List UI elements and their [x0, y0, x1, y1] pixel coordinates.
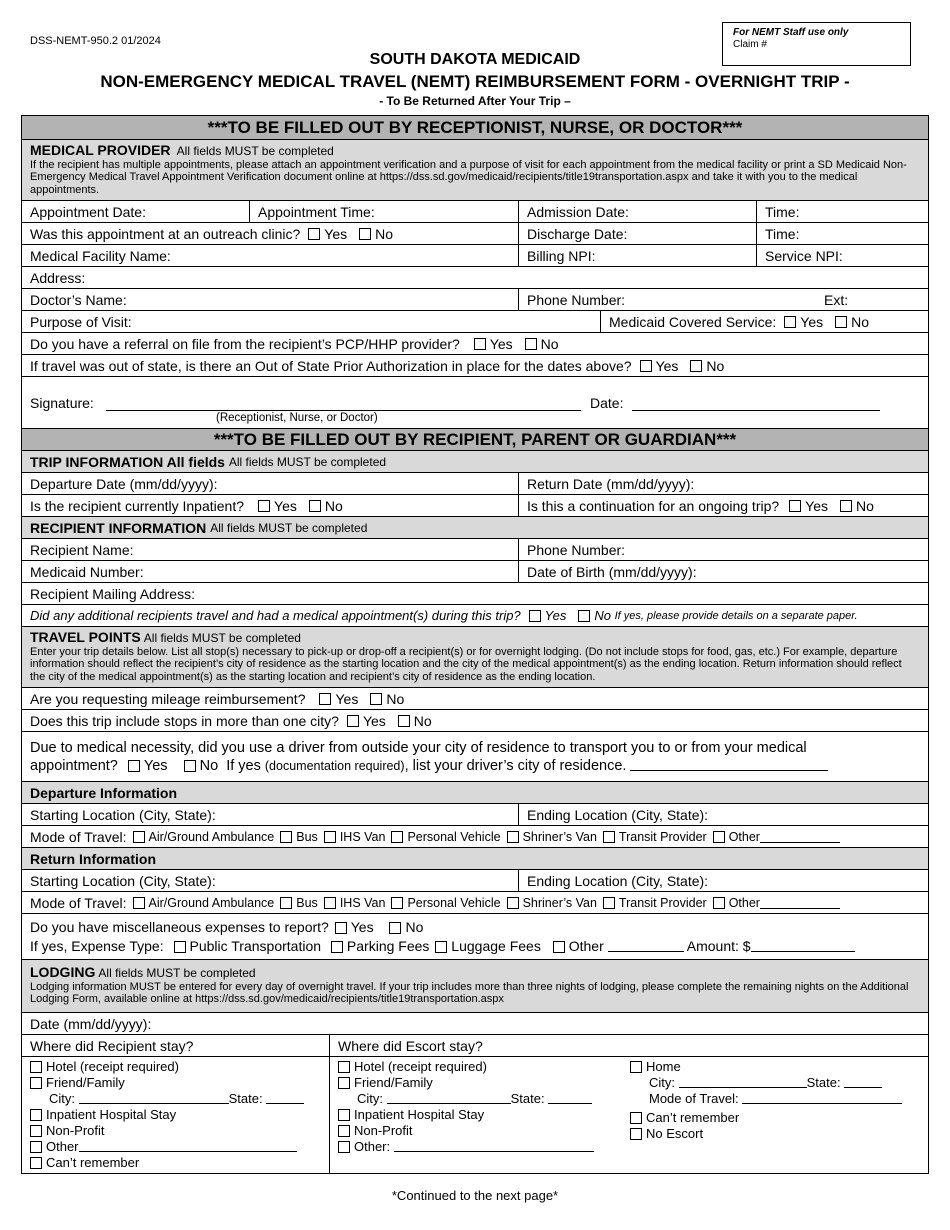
return-shriners-van-checkbox[interactable] — [507, 897, 519, 909]
mileage-no-checkbox[interactable] — [370, 693, 382, 705]
return-bus-checkbox[interactable] — [280, 897, 292, 909]
mileage-question: Are you requesting mileage reimbursement? Yes No — [30, 690, 405, 707]
escort-state-line[interactable] — [548, 1091, 592, 1104]
escort-inpatient-checkbox[interactable] — [338, 1109, 350, 1121]
return-transit-provider-checkbox[interactable] — [603, 897, 615, 909]
continuation-yes-checkbox[interactable] — [789, 500, 801, 512]
amount-line[interactable] — [751, 939, 855, 952]
appointment-time-field[interactable]: Appointment Time: — [249, 201, 518, 222]
discharge-time-field[interactable]: Time: — [756, 223, 928, 244]
departure-mode-of-travel: Mode of Travel: Air/Ground Ambulance Bus IHS Van Personal Vehicle Shriner’s Van Transit Provider Other — [22, 826, 928, 847]
purpose-of-visit-field[interactable]: Purpose of Visit: — [30, 313, 132, 330]
departure-ambulance-checkbox[interactable] — [133, 831, 145, 843]
provider-section-band: ***TO BE FILLED OUT BY RECEPTIONIST, NURSE, OR DOCTOR*** — [22, 116, 928, 139]
additional-no-checkbox[interactable] — [578, 610, 590, 622]
continuation-question: Is this a continuation for an ongoing trip? Yes No — [518, 495, 928, 516]
signature-date-label: Date: — [590, 395, 624, 411]
driver-yes-checkbox[interactable] — [128, 760, 140, 772]
additional-recipients-question: Did any additional recipients travel and had a medical appointment(s) during this trip? Yes No If yes, please provide details on a separate paper. — [30, 608, 858, 623]
driver-city-line[interactable] — [630, 758, 828, 771]
departure-transit-provider-checkbox[interactable] — [603, 831, 615, 843]
travel-points-heading: TRAVEL POINTS — [30, 629, 141, 645]
travel-points-required: All fields MUST be completed — [143, 631, 301, 645]
form-subtitle: NON-EMERGENCY MEDICAL TRAVEL (NEMT) REIMBURSEMENT FORM - OVERNIGHT TRIP - — [100, 72, 850, 91]
public-transportation-checkbox[interactable] — [174, 941, 186, 953]
lodging-instructions: Lodging information MUST be entered for every day of overnight travel. If your trip includes more than three nights of lodging, please complete the remaining nights on the Additional Lodging Form, available online at https://dss.sd.gov/medicaid/recipients/title19transportation.aspx — [30, 980, 909, 1006]
signature-label: Signature: — [30, 395, 94, 411]
lodging-heading: LODGING — [30, 964, 96, 981]
departure-personal-vehicle-checkbox[interactable] — [391, 831, 403, 843]
departure-bus-checkbox[interactable] — [280, 831, 292, 843]
medical-provider-instructions: If the recipient has multiple appointments, please attach an appointment verification and a purpose of visit for each appointment from the medical facility or print a SD Medicaid Non-Emergency Medical Travel Appointment Verification document online at https://dss.sd.gov/medicaid/recipients/title19transportation.aspx and take it with you to the medical appointments. — [30, 158, 907, 196]
date-of-birth-field[interactable]: Date of Birth (mm/dd/yyyy): — [518, 561, 928, 582]
outreach-clinic-question: Was this appointment at an outreach clinic? Yes No — [30, 225, 394, 242]
departure-ihs-van-checkbox[interactable] — [324, 831, 336, 843]
escort-city-line[interactable] — [387, 1091, 511, 1104]
prior-authorization-question: If travel was out of state, is there an Out of State Prior Authorization in place for the dates above? Yes No — [30, 357, 725, 374]
departure-starting-location-field[interactable]: Starting Location (City, State): — [30, 806, 216, 823]
recipient-phone-field[interactable]: Phone Number: — [518, 539, 928, 560]
billing-npi-field[interactable]: Billing NPI: — [518, 245, 756, 266]
claim-number-label: Claim # — [733, 39, 767, 50]
recipient-nonprofit-checkbox[interactable] — [30, 1125, 42, 1137]
no-escort-checkbox[interactable] — [630, 1128, 642, 1140]
referral-no-checkbox[interactable] — [525, 338, 537, 350]
recipient-state-line[interactable] — [266, 1091, 304, 1104]
escort-nonprofit-checkbox[interactable] — [338, 1125, 350, 1137]
medical-provider-heading: MEDICAL PROVIDER — [30, 142, 171, 158]
referral-question: Do you have a referral on file from the recipient’s PCP/HHP provider? Yes No — [30, 335, 559, 352]
escort-home-city-line[interactable] — [679, 1075, 807, 1088]
recipient-hotel-checkbox[interactable] — [30, 1061, 42, 1073]
departure-information-heading: Departure Information — [30, 784, 178, 801]
escort-home-options: Home City: State: Mode of Travel: Can’t remember No Escort — [622, 1057, 928, 1173]
inpatient-no-checkbox[interactable] — [309, 500, 321, 512]
lodging-section — [22, 964, 928, 1008]
parking-fees-checkbox[interactable] — [331, 941, 343, 953]
recipient-section-band: ***TO BE FILLED OUT BY RECIPIENT, PARENT OR GUARDIAN*** — [22, 429, 928, 450]
recipient-city-line[interactable] — [79, 1091, 229, 1104]
misc-expenses-block: Do you have miscellaneous expenses to report? Yes No If yes, Expense Type: Public Transportation Parking Fees Luggage Fees Other Amount: $ — [22, 918, 863, 956]
continued-note: *Continued to the next page* — [391, 1188, 559, 1203]
mileage-yes-checkbox[interactable] — [319, 693, 331, 705]
lodging-date-field[interactable]: Date (mm/dd/yyyy): — [30, 1015, 152, 1032]
multiple-cities-question: Does this trip include stops in more than one city? Yes No — [30, 712, 432, 729]
stops-no-checkbox[interactable] — [398, 715, 410, 727]
return-other-checkbox[interactable] — [713, 897, 725, 909]
appointment-date-field[interactable]: Appointment Date: — [30, 203, 146, 220]
mailing-address-field[interactable]: Recipient Mailing Address: — [30, 585, 195, 602]
recipient-name-field[interactable]: Recipient Name: — [30, 541, 134, 558]
misc-no-checkbox[interactable] — [389, 922, 401, 934]
other-expense-checkbox[interactable] — [553, 941, 565, 953]
referral-yes-checkbox[interactable] — [474, 338, 486, 350]
return-ambulance-checkbox[interactable] — [133, 897, 145, 909]
continuation-no-checkbox[interactable] — [840, 500, 852, 512]
recipient-inpatient-checkbox[interactable] — [30, 1109, 42, 1121]
escort-stay-options: Hotel (receipt required) Friend/Family City: State: Inpatient Hospital Stay Non-Profit Other: — [329, 1057, 622, 1173]
escort-other-checkbox[interactable] — [338, 1141, 350, 1153]
departure-shriners-van-checkbox[interactable] — [507, 831, 519, 843]
return-date-field[interactable]: Return Date (mm/dd/yyyy): — [518, 473, 928, 494]
recipient-other-line[interactable] — [79, 1139, 297, 1152]
recipient-cant-remember-checkbox[interactable] — [30, 1157, 42, 1169]
return-other-line[interactable] — [760, 896, 840, 909]
recipient-stay-options: Hotel (receipt required) Friend/Family City: State: Inpatient Hospital Stay Non-Profit Other Can’t remember — [22, 1057, 329, 1173]
covered-yes-checkbox[interactable] — [784, 316, 796, 328]
medicaid-number-field[interactable]: Medicaid Number: — [30, 563, 144, 580]
recipient-friend-checkbox[interactable] — [30, 1077, 42, 1089]
lodging-required: All fields MUST be completed — [98, 966, 256, 981]
departure-other-checkbox[interactable] — [713, 831, 725, 843]
escort-home-checkbox[interactable] — [630, 1061, 642, 1073]
escort-friend-checkbox[interactable] — [338, 1077, 350, 1089]
covered-service-question: Medicaid Covered Service: Yes No — [600, 311, 928, 332]
inpatient-yes-checkbox[interactable] — [258, 500, 270, 512]
return-personal-vehicle-checkbox[interactable] — [391, 897, 403, 909]
return-ihs-van-checkbox[interactable] — [324, 897, 336, 909]
signature-caption: (Receptionist, Nurse, or Doctor) — [216, 412, 378, 424]
trip-information-heading: TRIP INFORMATION All fields All fields MUST be completed — [30, 453, 387, 470]
signature-date-line[interactable] — [632, 395, 880, 411]
admission-time-field[interactable]: Time: — [756, 201, 928, 222]
staff-use-label: For NEMT Staff use only — [733, 27, 849, 38]
provider-phone-field[interactable]: Phone Number: Ext: — [518, 289, 928, 310]
escort-mode-line[interactable] — [742, 1091, 902, 1104]
luggage-fees-checkbox[interactable] — [435, 941, 447, 953]
departure-ending-location-field[interactable]: Ending Location (City, State): — [518, 804, 928, 825]
phone-ext-label: Ext: — [824, 291, 849, 308]
provider-signature-block — [22, 377, 928, 428]
recipient-information-heading: RECIPIENT INFORMATION All fields MUST be completed — [30, 519, 368, 536]
outreach-no-checkbox[interactable] — [359, 228, 371, 240]
return-information-heading: Return Information — [30, 850, 156, 867]
medical-provider-section — [22, 142, 928, 198]
form-return-note: - To Be Returned After Your Trip – — [379, 94, 571, 108]
outreach-yes-checkbox[interactable] — [308, 228, 320, 240]
departure-other-line[interactable] — [760, 830, 840, 843]
recipient-other-checkbox[interactable] — [30, 1141, 42, 1153]
form-title: SOUTH DAKOTA MEDICAID — [369, 51, 581, 68]
misc-yes-checkbox[interactable] — [335, 922, 347, 934]
travel-points-instructions: Enter your trip details below. List all stop(s) necessary to pick-up or drop-off a recipient(s) or for overnight lodging. (Do not include stops for food, gas, etc.) For example, departure information should reflect the recipient’s city of residence as the starting location and the city of the medical appointment(s) as the ending location. Return information should reflect the city of the medical appointment(s) as the starting location and recipient’s city of residence as the ending location. — [30, 645, 902, 683]
additional-yes-checkbox[interactable] — [529, 610, 541, 622]
escort-other-line[interactable] — [394, 1139, 594, 1152]
provider-address-field[interactable]: Address: — [30, 269, 86, 286]
stops-yes-checkbox[interactable] — [347, 715, 359, 727]
outside-driver-question: Due to medical necessity, did you use a driver from outside your city of residence to transport you to or from your medical appointment? Yes No If yes (documentation required), list your driver’s city of residence. — [22, 739, 836, 775]
prior-auth-yes-checkbox[interactable] — [640, 360, 652, 372]
medical-provider-required: All fields MUST be completed — [176, 144, 334, 158]
admission-date-field[interactable]: Admission Date: — [518, 201, 756, 222]
escort-cant-remember-checkbox[interactable] — [630, 1112, 642, 1124]
covered-no-checkbox[interactable] — [835, 316, 847, 328]
form-code: DSS-NEMT-950.2 01/2024 — [30, 35, 161, 47]
discharge-date-field[interactable]: Discharge Date: — [518, 223, 756, 244]
escort-hotel-checkbox[interactable] — [338, 1061, 350, 1073]
service-npi-field[interactable]: Service NPI: — [756, 245, 928, 266]
driver-no-checkbox[interactable] — [184, 760, 196, 772]
doctor-name-field[interactable]: Doctor’s Name: — [30, 291, 127, 308]
return-starting-location-field[interactable]: Starting Location (City, State): — [30, 872, 216, 889]
reimbursement-form — [21, 115, 929, 1174]
departure-date-field[interactable]: Departure Date (mm/dd/yyyy): — [30, 475, 218, 492]
recipient-stay-heading: Where did Recipient stay? — [30, 1037, 194, 1054]
facility-name-field[interactable]: Medical Facility Name: — [30, 247, 171, 264]
escort-home-state-line[interactable] — [844, 1075, 882, 1088]
travel-points-section — [22, 629, 928, 685]
return-mode-of-travel: Mode of Travel: Air/Ground Ambulance Bus IHS Van Personal Vehicle Shriner’s Van Transit Provider Other — [22, 892, 928, 913]
return-ending-location-field[interactable]: Ending Location (City, State): — [518, 870, 928, 891]
prior-auth-no-checkbox[interactable] — [690, 360, 702, 372]
signature-line[interactable] — [106, 395, 581, 411]
escort-stay-heading: Where did Escort stay? — [329, 1035, 928, 1056]
inpatient-question: Is the recipient currently Inpatient? Yes No — [30, 497, 343, 514]
other-expense-line[interactable] — [608, 939, 684, 952]
